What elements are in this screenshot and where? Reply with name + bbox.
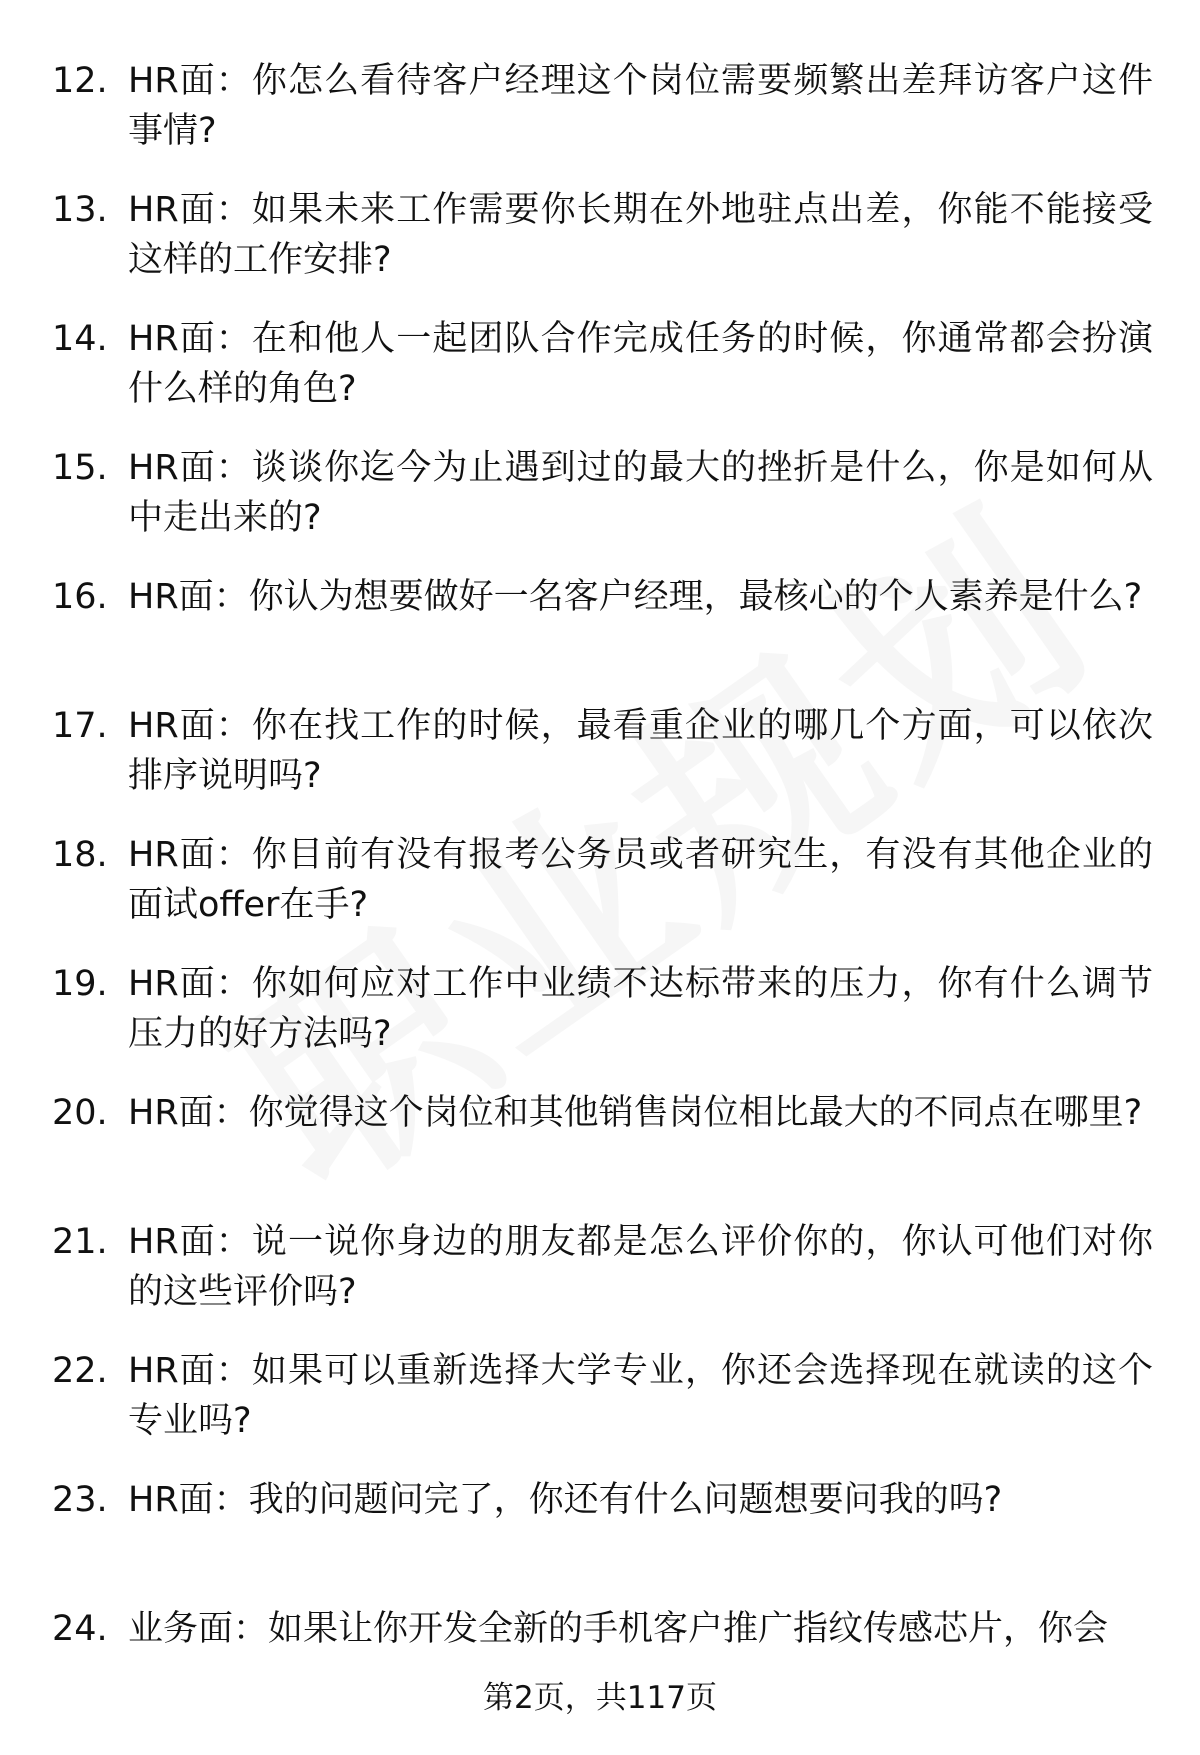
question-text: HR面：谈谈你迄今为止遇到过的最大的挫折是什么，你是如何从中走出来的? <box>128 448 1153 538</box>
question-number: 18. <box>52 835 108 875</box>
question-text: HR面：如果可以重新选择大学专业，你还会选择现在就读的这个专业吗? <box>128 1351 1153 1441</box>
list-item <box>0 1475 1200 1604</box>
question-number: 24. <box>52 1609 108 1649</box>
question-number: 23. <box>52 1480 108 1520</box>
list-item <box>0 1088 1200 1217</box>
question-text: HR面：在和他人一起团队合作完成任务的时候，你通常都会扮演什么样的角色? <box>128 319 1153 409</box>
question-text: HR面：你在找工作的时候，最看重企业的哪几个方面，可以依次排序说明吗? <box>128 706 1153 796</box>
list-item <box>0 185 1200 314</box>
question-text: HR面：你觉得这个岗位和其他销售岗位相比最大的不同点在哪里? <box>128 1093 1143 1133</box>
question-number: 16. <box>52 577 108 617</box>
question-number: 21. <box>52 1222 108 1262</box>
question-number: 19. <box>52 964 108 1004</box>
question-number: 13. <box>52 190 108 230</box>
list-item <box>0 830 1200 959</box>
question-number: 17. <box>52 706 108 746</box>
list-item <box>0 314 1200 443</box>
page-footer: 第2页，共117页 <box>483 1680 717 1716</box>
question-number: 22. <box>52 1351 108 1391</box>
list-item <box>0 443 1200 572</box>
question-number: 14. <box>52 319 108 359</box>
list-item <box>0 1217 1200 1346</box>
question-list <box>0 56 1200 1733</box>
question-text: HR面：你如何应对工作中业绩不达标带来的压力，你有什么调节压力的好方法吗? <box>128 964 1153 1054</box>
question-text: HR面：我的问题问完了，你还有什么问题想要问我的吗? <box>128 1480 1003 1520</box>
question-text: HR面：说一说你身边的朋友都是怎么评价你的，你认可他们对你的这些评价吗? <box>128 1222 1153 1312</box>
list-item <box>0 959 1200 1088</box>
list-item <box>0 1346 1200 1475</box>
list-item <box>0 701 1200 830</box>
question-text: HR面：你怎么看待客户经理这个岗位需要频繁出差拜访客户这件事情? <box>128 61 1153 151</box>
list-item <box>0 56 1200 185</box>
list-item <box>0 572 1200 701</box>
question-text: HR面：如果未来工作需要你长期在外地驻点出差，你能不能接受这样的工作安排? <box>128 190 1153 280</box>
question-text: HR面：你目前有没有报考公务员或者研究生，有没有其他企业的面试offer在手? <box>128 835 1153 925</box>
question-number: 20. <box>52 1093 108 1133</box>
question-number: 12. <box>52 61 108 101</box>
question-text: 业务面：如果让你开发全新的手机客户推广指纹传感芯片，你会 <box>128 1609 1109 1649</box>
question-number: 15. <box>52 448 108 488</box>
question-text: HR面：你认为想要做好一名客户经理，最核心的个人素养是什么? <box>128 577 1143 617</box>
